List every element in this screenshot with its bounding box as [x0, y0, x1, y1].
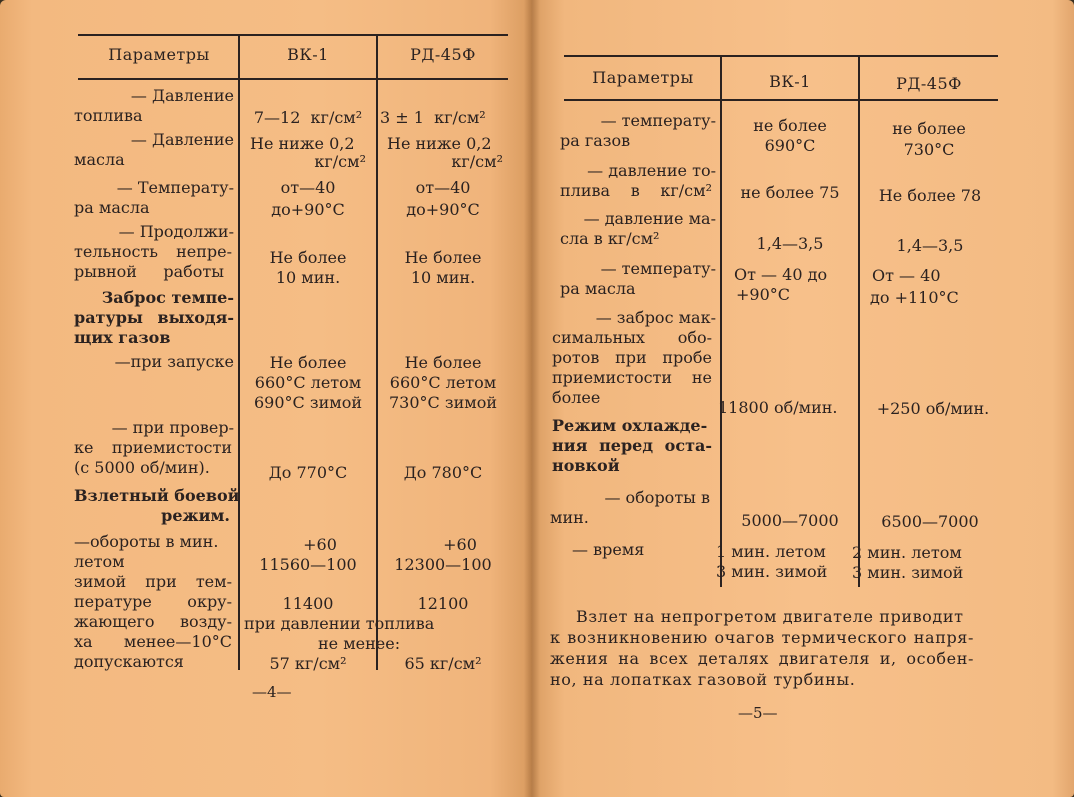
- param-label: ротов при пробе: [552, 348, 712, 367]
- rd45f-value: не более: [892, 119, 966, 138]
- param-label: пературе окру-: [74, 592, 232, 611]
- table-top-rule: [564, 55, 998, 57]
- rd45f-value: 3 ± 1 кг/см²: [380, 108, 486, 127]
- rd45f-tolerance: +60: [443, 535, 477, 554]
- vk1-value: Не более: [269, 248, 347, 267]
- vk1-value: 3 мин. зимой: [716, 562, 828, 581]
- vk1-value: не более: [753, 116, 827, 135]
- rd45f-value: кг/см²: [451, 152, 503, 171]
- rd45f-value: Не ниже 0,2: [387, 134, 492, 153]
- param-label: рывной работы: [74, 262, 224, 281]
- body-paragraph: жения на всех деталях двигателя и, особен-: [550, 649, 974, 668]
- rd45f-value: До 780°С: [403, 463, 483, 482]
- param-label: сла в кг/см²: [560, 229, 660, 248]
- param-label: приемистости не: [552, 368, 712, 387]
- vk1-value: до+90°С: [271, 200, 345, 219]
- param-label: —обороты в мин.: [74, 532, 219, 551]
- rd45f-value: 12300—100: [394, 555, 492, 574]
- page-left: [0, 0, 532, 797]
- vk1-value: 690°С зимой: [254, 393, 362, 412]
- param-label: — обороты в: [604, 488, 710, 507]
- param-label: ра масла: [74, 198, 150, 217]
- vk1-value: До 770°С: [268, 463, 348, 482]
- rd45f-value: 730°С зимой: [389, 393, 497, 412]
- rd45f-value: +250 об/мин.: [876, 399, 990, 418]
- rd45f-value: Не более 78: [878, 186, 982, 205]
- vk1-value: 5000—7000: [741, 511, 839, 530]
- rd45f-value: 65 кг/см²: [404, 654, 482, 673]
- param-label: симальных обо-: [552, 328, 712, 347]
- rd45f-value: 1,4—3,5: [896, 236, 964, 255]
- param-label: — время: [572, 540, 645, 559]
- section-heading: режим.: [161, 506, 230, 525]
- param-label: тельность непре-: [74, 242, 232, 261]
- param-label: — Температу-: [116, 178, 234, 197]
- param-label: — заброс мак-: [595, 308, 716, 327]
- param-label: — температу-: [600, 259, 716, 278]
- param-label: ха менее—10°С: [74, 632, 232, 651]
- vk1-value: 660°С летом: [254, 373, 362, 392]
- param-label: — при провер-: [111, 418, 234, 437]
- vk1-value: +90°С: [736, 285, 791, 304]
- param-label: летом: [74, 552, 125, 571]
- vk1-value: 11800 об/мин.: [718, 398, 838, 417]
- header-params: Параметры: [108, 45, 210, 64]
- vk1-value: не более 75: [740, 183, 840, 202]
- param-label: — Продолжи-: [118, 222, 234, 241]
- header-vk1: ВК-1: [287, 45, 329, 64]
- rd45f-value: Не более: [404, 248, 482, 267]
- param-label: жающего возду-: [74, 612, 232, 631]
- page-number: —4—: [252, 683, 292, 701]
- rd45f-value: Не более: [404, 353, 482, 372]
- rd45f-value: до+90°С: [406, 200, 480, 219]
- rd45f-value: 6500—7000: [881, 512, 979, 531]
- rd45f-value: От — 40: [872, 266, 941, 285]
- vk1-value: 11560—100: [259, 555, 357, 574]
- vk1-value: Не ниже 0,2: [250, 134, 355, 153]
- param-label: ке приемистости: [74, 438, 232, 457]
- header-params: Параметры: [592, 68, 694, 87]
- rd45f-value: 10 мин.: [410, 268, 476, 287]
- param-label: более: [552, 388, 601, 407]
- vk1-value: От — 40 до: [734, 265, 828, 284]
- rd45f-value: 3 мин. зимой: [852, 563, 964, 582]
- param-label: допускаются: [74, 652, 184, 671]
- header-rd45f: РД-45Ф: [896, 74, 962, 93]
- table-top-rule: [78, 34, 508, 36]
- rd45f-value: до +110°С: [870, 288, 959, 307]
- section-heading: Заброс темпе-: [101, 288, 234, 307]
- param-label: — температу-: [600, 111, 716, 130]
- param-label: ра масла: [560, 279, 636, 298]
- vk1-value: 10 мин.: [275, 268, 341, 287]
- header-rd45f: РД-45Ф: [410, 45, 476, 64]
- pressure-note: при давлении топлива: [244, 614, 435, 633]
- section-heading: щих газов: [74, 328, 171, 347]
- vk1-tolerance: +60: [303, 535, 337, 554]
- param-label: мин.: [550, 508, 589, 527]
- rd45f-value: 660°С летом: [389, 373, 497, 392]
- section-heading: Режим охлажде-: [552, 416, 708, 435]
- rd45f-value: 12100: [417, 594, 469, 613]
- vk1-value: 7—12 кг/см²: [253, 108, 363, 127]
- vk1-value: 57 кг/см²: [269, 654, 347, 673]
- section-heading: ния перед оста-: [552, 436, 712, 455]
- table-header-rule: [78, 78, 508, 80]
- rd45f-value: от—40: [415, 178, 471, 197]
- vk1-value: 1,4—3,5: [756, 234, 824, 253]
- book-gutter: [524, 0, 540, 797]
- body-paragraph: к возникновению очагов термического напря-: [550, 628, 974, 647]
- param-label: — Давление: [130, 130, 234, 149]
- page-number: —5—: [738, 704, 778, 722]
- param-label: (с 5000 об/мин).: [74, 458, 210, 477]
- param-label: масла: [74, 150, 125, 169]
- vk1-value: 11400: [282, 594, 334, 613]
- param-label: —при запуске: [114, 352, 234, 371]
- vk1-value: 1 мин. летом: [716, 542, 826, 561]
- pressure-note: не менее:: [318, 634, 401, 653]
- param-label: — давление то-: [587, 161, 716, 180]
- vk1-value: кг/см²: [314, 152, 366, 171]
- section-heading: ратуры выходя-: [74, 308, 234, 327]
- body-paragraph: Взлет на непрогретом двигателе приводит: [576, 607, 964, 626]
- vk1-value: от—40: [280, 178, 336, 197]
- body-paragraph: но, на лопатках газовой турбины.: [550, 670, 856, 689]
- param-label: ра газов: [560, 131, 631, 150]
- section-heading: новкой: [552, 456, 620, 475]
- vk1-value: Не более: [269, 353, 347, 372]
- table-header-rule: [564, 99, 998, 101]
- param-label: плива в кг/см²: [560, 181, 712, 200]
- vk1-value: 690°С: [764, 136, 816, 155]
- param-label: — Давление: [130, 86, 234, 105]
- rd45f-value: 2 мин. летом: [852, 543, 962, 562]
- param-label: зимой при тем-: [74, 572, 232, 591]
- rd45f-value: 730°С: [903, 140, 955, 159]
- page-right: [532, 0, 1074, 797]
- param-label: — давление ма-: [583, 209, 716, 228]
- section-heading: Взлетный боевой: [74, 486, 240, 505]
- param-label: топлива: [74, 106, 143, 125]
- header-vk1: ВК-1: [769, 72, 811, 91]
